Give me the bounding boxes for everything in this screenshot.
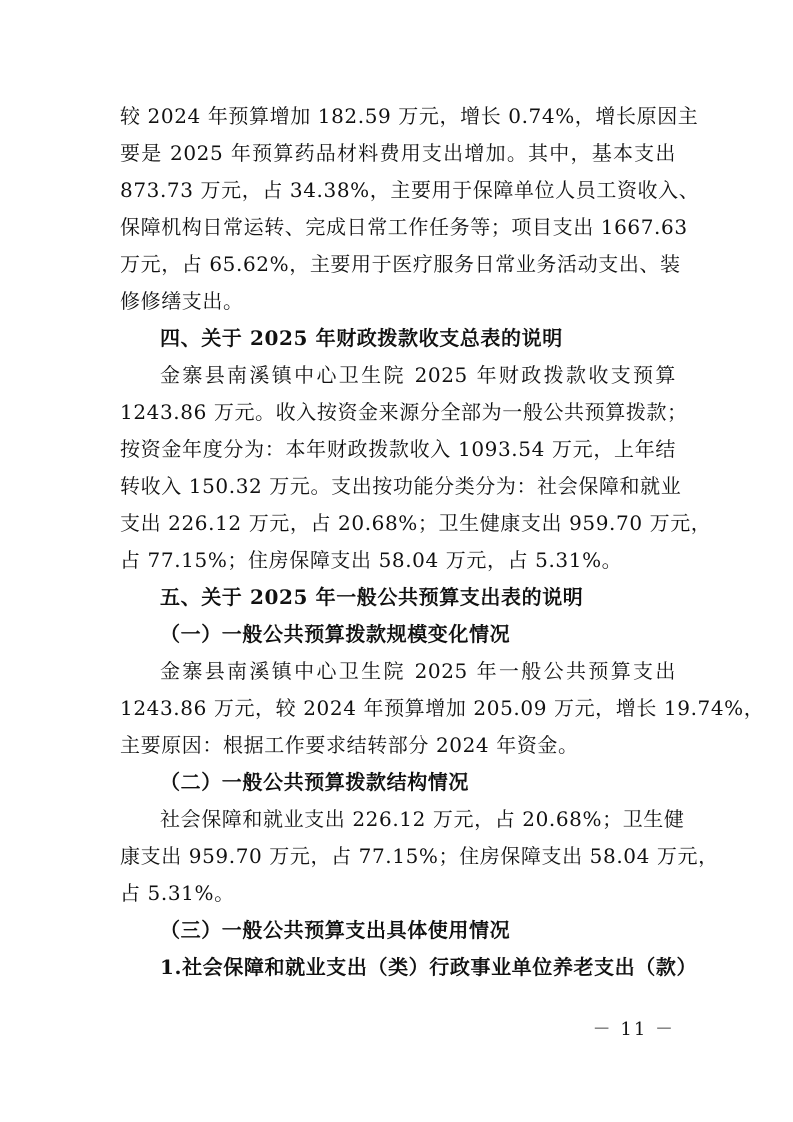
paragraph-line: 支出 226.12 万元，占 20.68%；卫生健康支出 959.70 万元， bbox=[120, 511, 712, 535]
page-number: － 11 － bbox=[592, 1019, 675, 1040]
page-content bbox=[120, 98, 765, 986]
paragraph-line: 主要原因：根据工作要求结转部分 2024 年资金。 bbox=[120, 733, 579, 757]
subsection-heading-2: （二）一般公共预算拨款结构情况 bbox=[160, 770, 469, 794]
paragraph-line: 转收入 150.32 万元。支出按功能分类分为：社会保障和就业 bbox=[120, 474, 682, 498]
paragraph-line: 占 5.31%。 bbox=[120, 881, 235, 905]
paragraph-line: 1243.86 万元，较 2024 年预算增加 205.09 万元，增长 19.74%， bbox=[120, 696, 765, 720]
paragraph-line: 金寨县南溪镇中心卫生院 2025 年财政拨款收支预算 bbox=[160, 363, 676, 387]
paragraph-line: 保障机构日常运转、完成日常工作任务等；项目支出 1667.63 bbox=[120, 215, 688, 239]
section-heading-5: 五、关于 2025 年一般公共预算支出表的说明 bbox=[160, 585, 584, 609]
paragraph-line: 金寨县南溪镇中心卫生院 2025 年一般公共预算支出 bbox=[160, 659, 676, 683]
item-heading-1: 1.社会保障和就业支出（类）行政事业单位养老支出（款） bbox=[160, 955, 698, 979]
paragraph-line: 康支出 959.70 万元，占 77.15%；住房保障支出 58.04 万元， bbox=[120, 844, 719, 868]
subsection-heading-1: （一）一般公共预算拨款规模变化情况 bbox=[160, 622, 511, 646]
paragraph-line: 要是 2025 年预算药品材料费用支出增加。其中，基本支出 bbox=[120, 141, 676, 165]
subsection-heading-3: （三）一般公共预算支出具体使用情况 bbox=[160, 918, 511, 942]
paragraph-line: 修修缮支出。 bbox=[120, 289, 244, 313]
paragraph-line: 按资金年度分为：本年财政拨款收入 1093.54 万元，上年结 bbox=[120, 437, 676, 461]
paragraph-line: 873.73 万元，占 34.38%，主要用于保障单位人员工资收入、 bbox=[120, 178, 700, 202]
paragraph-line: 社会保障和就业支出 226.12 万元，占 20.68%；卫生健 bbox=[160, 807, 685, 831]
section-heading-4: 四、关于 2025 年财政拨款收支总表的说明 bbox=[160, 326, 563, 350]
paragraph-line: 1243.86 万元。收入按资金来源分全部为一般公共预算拨款； bbox=[120, 400, 688, 424]
paragraph-line: 较 2024 年预算增加 182.59 万元，增长 0.74%，增长原因主 bbox=[120, 104, 699, 128]
paragraph-line: 占 77.15%；住房保障支出 58.04 万元，占 5.31%。 bbox=[120, 548, 623, 572]
paragraph-line: 万元，占 65.62%，主要用于医疗服务日常业务活动支出、装 bbox=[120, 252, 681, 276]
